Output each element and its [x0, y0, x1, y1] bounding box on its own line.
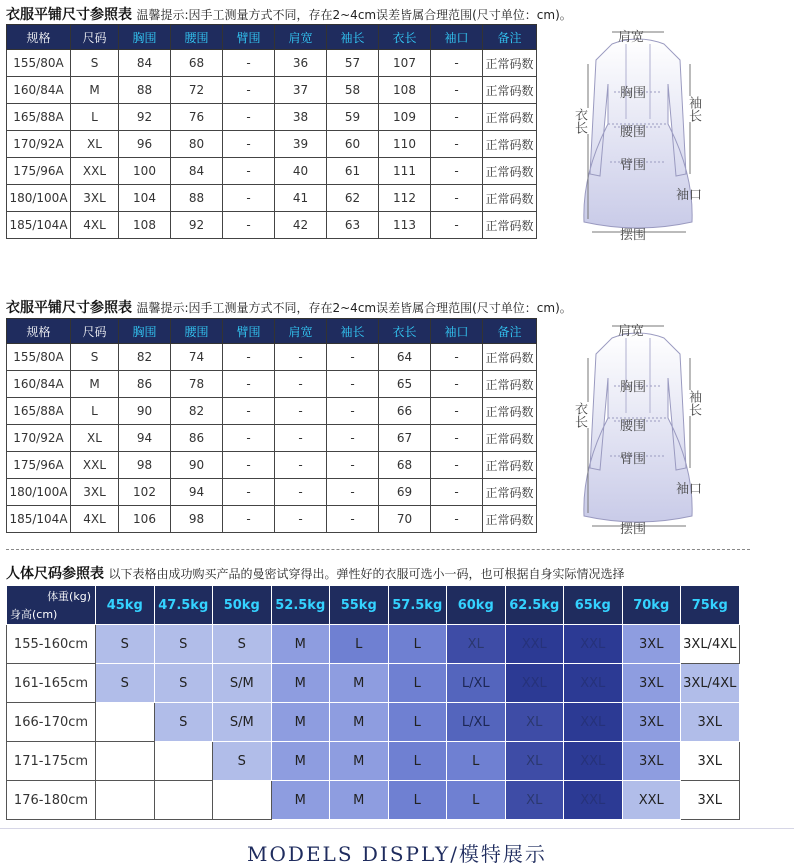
table-cell: 84	[119, 50, 171, 77]
table-row	[7, 185, 537, 212]
size-cell: S/M	[213, 664, 272, 703]
size-cell: 3XL	[622, 625, 681, 664]
table-cell: -	[327, 344, 379, 371]
table-cell: 110	[379, 131, 431, 158]
table-cell: 41	[275, 185, 327, 212]
table-cell: 正常码数	[483, 131, 537, 158]
size-cell: 3XL	[622, 703, 681, 742]
table-row	[7, 50, 537, 77]
table-cell: 正常码数	[483, 398, 537, 425]
column-header: 袖长	[327, 25, 379, 50]
table-cell: -	[275, 479, 327, 506]
body-size-heading: 人体尺码参照表	[6, 566, 104, 582]
size-cell	[96, 742, 155, 781]
table-cell: 88	[119, 77, 171, 104]
table-cell: 175/96A	[7, 452, 71, 479]
table-cell: 正常码数	[483, 158, 537, 185]
footer-divider	[0, 828, 794, 829]
table-cell: 60	[327, 131, 379, 158]
size-cell: M	[271, 742, 330, 781]
column-header: 胸围	[119, 25, 171, 50]
table-cell: 正常码数	[483, 104, 537, 131]
size-cell: XXL	[564, 625, 623, 664]
table-cell: 68	[171, 50, 223, 77]
table-row	[7, 506, 537, 533]
hem-label: 摆围	[620, 522, 647, 537]
table-cell: -	[431, 452, 483, 479]
table-cell: -	[431, 104, 483, 131]
table-cell: 70	[379, 506, 431, 533]
table-cell: 165/88A	[7, 398, 71, 425]
table-row	[7, 398, 537, 425]
chest-label: 胸围	[620, 86, 647, 101]
table-cell: 67	[379, 425, 431, 452]
waist-label: 腰围	[620, 125, 647, 140]
table-cell: 42	[275, 212, 327, 239]
table-cell: 180/100A	[7, 479, 71, 506]
shoulder-width-label: 肩宽	[618, 324, 645, 339]
table-cell: 正常码数	[483, 50, 537, 77]
table-cell: XXL	[71, 158, 119, 185]
size-cell: 3XL/4XL	[681, 625, 740, 664]
table-cell: -	[275, 452, 327, 479]
weight-header: 70kg	[622, 586, 681, 625]
size-cell: XXL	[564, 703, 623, 742]
size-chart-heading: 衣服平铺尺寸参照表	[6, 7, 132, 23]
size-cell: S/M	[213, 703, 272, 742]
table-cell: 100	[119, 158, 171, 185]
table-cell: 160/84A	[7, 77, 71, 104]
column-header: 备注	[483, 25, 537, 50]
size-cell: M	[271, 703, 330, 742]
table-cell: 3XL	[71, 479, 119, 506]
table-cell: 58	[327, 77, 379, 104]
table-cell: 84	[171, 158, 223, 185]
table-cell: -	[275, 506, 327, 533]
cuff-label: 袖口	[676, 482, 703, 497]
size-cell: M	[330, 703, 389, 742]
table-row	[7, 425, 537, 452]
weight-header: 55kg	[330, 586, 389, 625]
table-row	[7, 344, 537, 371]
table-cell: 175/96A	[7, 158, 71, 185]
column-header: 臂围	[223, 319, 275, 344]
table-cell: 64	[379, 344, 431, 371]
size-cell: M	[271, 664, 330, 703]
weight-axis-label: 体重(kg)	[47, 590, 91, 603]
size-cell	[213, 781, 272, 820]
column-header: 衣长	[379, 319, 431, 344]
table-cell: 40	[275, 158, 327, 185]
size-cell: 3XL	[622, 664, 681, 703]
models-display-heading: MODELS DISPLY/模特展示	[247, 842, 547, 866]
table-cell: 86	[171, 425, 223, 452]
size-cell: M	[330, 742, 389, 781]
table-cell: 88	[171, 185, 223, 212]
table-cell: 正常码数	[483, 344, 537, 371]
table-cell: 185/104A	[7, 506, 71, 533]
table-cell: 正常码数	[483, 425, 537, 452]
size-cell: L	[447, 781, 506, 820]
size-cell: 3XL	[681, 781, 740, 820]
size-cell	[96, 703, 155, 742]
table-row	[7, 664, 740, 703]
table-cell: 正常码数	[483, 77, 537, 104]
size-cell: XXL	[564, 742, 623, 781]
table-cell: M	[71, 371, 119, 398]
table-cell: -	[431, 479, 483, 506]
table-cell: -	[327, 452, 379, 479]
size-cell: M	[271, 625, 330, 664]
column-header: 袖长	[327, 319, 379, 344]
column-header: 肩宽	[275, 25, 327, 50]
table-cell: 37	[275, 77, 327, 104]
table-cell: 74	[171, 344, 223, 371]
table-cell: 155/80A	[7, 50, 71, 77]
cuff-label: 袖口	[676, 188, 703, 203]
column-header: 衣长	[379, 25, 431, 50]
size-cell: L/XL	[447, 703, 506, 742]
table-cell: 98	[119, 452, 171, 479]
table-cell: 92	[171, 212, 223, 239]
table-cell: -	[223, 77, 275, 104]
size-cell: S	[154, 625, 213, 664]
table-cell: 61	[327, 158, 379, 185]
table-cell: 112	[379, 185, 431, 212]
size-cell: 3XL	[622, 742, 681, 781]
weight-header: 45kg	[96, 586, 155, 625]
size-cell: S	[154, 664, 213, 703]
table-cell: 72	[171, 77, 223, 104]
table-cell: 36	[275, 50, 327, 77]
table-cell: 106	[119, 506, 171, 533]
hem-label: 摆围	[620, 228, 647, 243]
table-cell: M	[71, 77, 119, 104]
shoulder-width-label: 肩宽	[618, 30, 645, 45]
table-cell: -	[223, 452, 275, 479]
weight-header: 57.5kg	[388, 586, 447, 625]
size-cell: XL	[505, 703, 564, 742]
column-header: 袖口	[431, 25, 483, 50]
table-cell: 76	[171, 104, 223, 131]
size-cell: S	[154, 703, 213, 742]
table-cell: 正常码数	[483, 506, 537, 533]
table-cell: 96	[119, 131, 171, 158]
height-row-header: 161-165cm	[7, 664, 96, 703]
weight-height-corner	[7, 586, 96, 625]
table-cell: 92	[119, 104, 171, 131]
size-cell: L	[388, 703, 447, 742]
table-cell: 109	[379, 104, 431, 131]
garment-length-label: 衣长	[572, 108, 587, 134]
sleeve-length-label: 袖长	[686, 390, 701, 416]
table-cell: -	[327, 371, 379, 398]
table-cell: -	[275, 371, 327, 398]
table-cell: 4XL	[71, 506, 119, 533]
table-cell: 86	[119, 371, 171, 398]
table-cell: L	[71, 104, 119, 131]
table-cell: -	[223, 131, 275, 158]
table-row	[7, 212, 537, 239]
table-cell: 38	[275, 104, 327, 131]
garment-measure-diagram-1	[568, 24, 708, 244]
column-header: 备注	[483, 319, 537, 344]
table-cell: 正常码数	[483, 212, 537, 239]
table-row	[7, 625, 740, 664]
table-cell: 165/88A	[7, 104, 71, 131]
table-cell: -	[275, 344, 327, 371]
column-header: 规格	[7, 25, 71, 50]
table-cell: 170/92A	[7, 425, 71, 452]
table-cell: -	[431, 185, 483, 212]
table-row	[7, 77, 537, 104]
table-cell: 94	[171, 479, 223, 506]
table-cell: 107	[379, 50, 431, 77]
chest-label: 胸围	[620, 380, 647, 395]
table-row	[7, 131, 537, 158]
weight-header: 52.5kg	[271, 586, 330, 625]
column-header: 肩宽	[275, 319, 327, 344]
size-cell: M	[330, 664, 389, 703]
garment-size-table-1	[6, 24, 537, 239]
table-cell: 69	[379, 479, 431, 506]
garment-size-table-2	[6, 318, 537, 533]
column-header: 尺码	[71, 319, 119, 344]
table-cell: 104	[119, 185, 171, 212]
weight-header: 47.5kg	[154, 586, 213, 625]
table-row	[7, 104, 537, 131]
size-chart-note: 温馨提示:因手工测量方式不同，存在2~4cm误差皆属合理范围(尺寸单位：cm)。	[136, 8, 572, 22]
table-cell: -	[223, 212, 275, 239]
column-header: 臂围	[223, 25, 275, 50]
table-cell: 59	[327, 104, 379, 131]
size-cell: S	[96, 664, 155, 703]
table-cell: L	[71, 398, 119, 425]
size-cell: XXL	[564, 664, 623, 703]
table-cell: 160/84A	[7, 371, 71, 398]
size-cell: XXL	[505, 625, 564, 664]
column-header: 胸围	[119, 319, 171, 344]
table-cell: 62	[327, 185, 379, 212]
size-cell: S	[213, 742, 272, 781]
table-cell: -	[431, 212, 483, 239]
table-cell: 68	[379, 452, 431, 479]
size-chart-note-2: 温馨提示:因手工测量方式不同，存在2~4cm误差皆属合理范围(尺寸单位：cm)。	[136, 301, 572, 315]
garment-length-label: 衣长	[572, 402, 587, 428]
table-cell: 108	[379, 77, 431, 104]
size-cell: 3XL	[681, 703, 740, 742]
table-cell: 正常码数	[483, 185, 537, 212]
table-row	[7, 703, 740, 742]
size-cell: XL	[505, 742, 564, 781]
table-cell: -	[431, 506, 483, 533]
size-chart-heading-2: 衣服平铺尺寸参照表	[6, 300, 132, 316]
size-cell: L	[388, 664, 447, 703]
table-cell: 80	[171, 131, 223, 158]
table-cell: 正常码数	[483, 479, 537, 506]
table-row	[7, 371, 537, 398]
table-cell: -	[223, 104, 275, 131]
weight-header: 65kg	[564, 586, 623, 625]
table-cell: 正常码数	[483, 452, 537, 479]
size-cell: XXL	[622, 781, 681, 820]
table-cell: -	[431, 425, 483, 452]
table-cell: 66	[379, 398, 431, 425]
size-cell: L	[330, 625, 389, 664]
table-cell: 78	[171, 371, 223, 398]
size-cell	[154, 742, 213, 781]
table-cell: 57	[327, 50, 379, 77]
size-cell: 3XL/4XL	[681, 664, 740, 703]
column-header: 腰围	[171, 319, 223, 344]
body-size-table	[6, 585, 740, 820]
height-row-header: 166-170cm	[7, 703, 96, 742]
size-cell: L	[388, 781, 447, 820]
table-cell: XXL	[71, 452, 119, 479]
table-cell: 82	[119, 344, 171, 371]
table-cell: 180/100A	[7, 185, 71, 212]
arm-label: 臂围	[620, 158, 647, 173]
table-cell: -	[223, 185, 275, 212]
size-cell	[96, 781, 155, 820]
table-cell: -	[327, 506, 379, 533]
column-header: 袖口	[431, 319, 483, 344]
table-cell: 102	[119, 479, 171, 506]
garment-measure-diagram-2	[568, 318, 708, 538]
table-cell: -	[223, 50, 275, 77]
table-cell: 39	[275, 131, 327, 158]
column-header: 尺码	[71, 25, 119, 50]
table-cell: -	[431, 371, 483, 398]
table-cell: -	[223, 506, 275, 533]
height-row-header: 171-175cm	[7, 742, 96, 781]
table-cell: 108	[119, 212, 171, 239]
table-cell: -	[431, 344, 483, 371]
table-cell: 3XL	[71, 185, 119, 212]
table-cell: -	[327, 479, 379, 506]
table-cell: -	[223, 158, 275, 185]
height-row-header: 176-180cm	[7, 781, 96, 820]
table-cell: -	[275, 425, 327, 452]
size-cell: XL	[505, 781, 564, 820]
table-cell: 113	[379, 212, 431, 239]
height-axis-label: 身高(cm)	[10, 608, 58, 621]
table-cell: 94	[119, 425, 171, 452]
weight-header: 62.5kg	[505, 586, 564, 625]
table-cell: 111	[379, 158, 431, 185]
table-row	[7, 781, 740, 820]
size-cell: 3XL	[681, 742, 740, 781]
table-cell: -	[327, 398, 379, 425]
table-row	[7, 452, 537, 479]
sleeve-length-label: 袖长	[686, 96, 701, 122]
size-cell: XXL	[564, 781, 623, 820]
table-row	[7, 479, 537, 506]
size-cell	[154, 781, 213, 820]
table-cell: S	[71, 50, 119, 77]
size-cell: XL	[447, 625, 506, 664]
table-cell: -	[431, 50, 483, 77]
table-cell: XL	[71, 425, 119, 452]
table-cell: XL	[71, 131, 119, 158]
table-cell: S	[71, 344, 119, 371]
table-cell: 98	[171, 506, 223, 533]
waist-label: 腰围	[620, 419, 647, 434]
table-cell: 65	[379, 371, 431, 398]
weight-header: 50kg	[213, 586, 272, 625]
table-cell: -	[327, 425, 379, 452]
size-cell: L	[388, 625, 447, 664]
size-cell: XXL	[505, 664, 564, 703]
table-cell: -	[223, 398, 275, 425]
table-cell: -	[223, 479, 275, 506]
body-size-title	[6, 563, 624, 583]
table-cell: 82	[171, 398, 223, 425]
table-row	[7, 742, 740, 781]
size-cell: L	[447, 742, 506, 781]
table-cell: -	[275, 398, 327, 425]
table-cell: 90	[119, 398, 171, 425]
size-cell: M	[271, 781, 330, 820]
size-cell: M	[330, 781, 389, 820]
size-cell: L	[388, 742, 447, 781]
size-cell: S	[213, 625, 272, 664]
column-header: 腰围	[171, 25, 223, 50]
section-divider	[6, 549, 750, 550]
column-header: 规格	[7, 319, 71, 344]
table-cell: 170/92A	[7, 131, 71, 158]
table-cell: -	[431, 398, 483, 425]
size-cell: S	[96, 625, 155, 664]
weight-header: 60kg	[447, 586, 506, 625]
table-cell: -	[223, 344, 275, 371]
size-cell: L/XL	[447, 664, 506, 703]
body-size-note: 以下表格由成功购买产品的曼密试穿得出。弹性好的衣服可选小一码，也可根据自身实际情况选择	[108, 567, 625, 581]
table-row	[7, 158, 537, 185]
table-cell: 155/80A	[7, 344, 71, 371]
height-row-header: 155-160cm	[7, 625, 96, 664]
table-cell: 正常码数	[483, 371, 537, 398]
table-cell: 90	[171, 452, 223, 479]
arm-label: 臂围	[620, 452, 647, 467]
table-cell: -	[431, 158, 483, 185]
weight-header: 75kg	[681, 586, 740, 625]
size-chart-title-1	[6, 4, 572, 24]
table-cell: -	[431, 131, 483, 158]
table-cell: 4XL	[71, 212, 119, 239]
table-cell: 185/104A	[7, 212, 71, 239]
table-cell: -	[431, 77, 483, 104]
table-cell: -	[223, 425, 275, 452]
table-cell: 63	[327, 212, 379, 239]
table-cell: -	[223, 371, 275, 398]
size-chart-title-2	[6, 297, 572, 317]
